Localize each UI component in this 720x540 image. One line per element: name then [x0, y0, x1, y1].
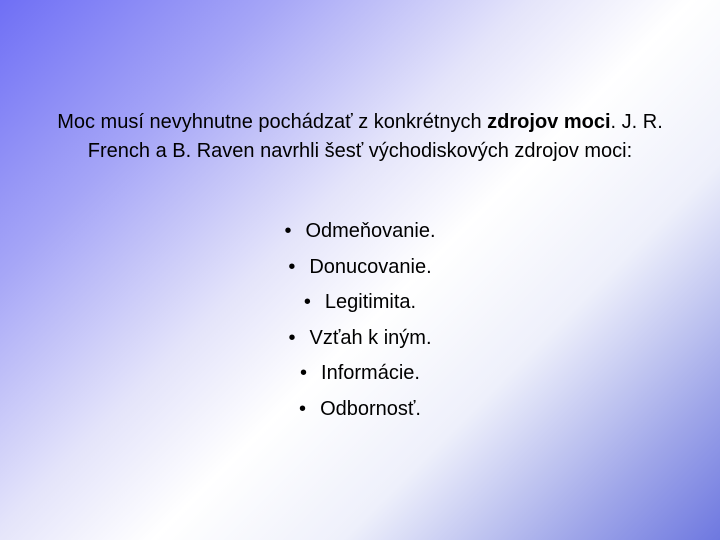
list-item-label: Donucovanie.	[309, 255, 432, 278]
intro-bold-moci: moci	[563, 111, 611, 133]
intro-text-1: Moc musí nevyhnutne pochádzať z konkrétnych	[57, 111, 488, 133]
list-item	[160, 250, 560, 286]
bullet-icon: •	[303, 291, 311, 313]
intro-text-3: . J. R. French a B. Raven navrhli šesť východiskových zdrojov moci:	[87, 111, 663, 162]
intro-paragraph	[40, 108, 680, 166]
list-item	[160, 214, 560, 250]
bullet-icon: •	[299, 397, 307, 420]
intro-bold-zdrojov: zdrojov	[487, 111, 559, 133]
bullet-icon: •	[288, 255, 296, 278]
bullet-icon: •	[300, 362, 308, 384]
bullet-icon: •	[284, 220, 292, 242]
bullet-icon: •	[288, 326, 296, 349]
list-item-label: Odbornosť.	[320, 397, 421, 420]
list-item	[160, 321, 560, 357]
list-item	[160, 285, 560, 321]
power-sources-list	[160, 214, 560, 427]
list-item-label: Informácie.	[321, 362, 420, 384]
list-item	[160, 356, 560, 392]
list-item-label: Legitimita.	[324, 291, 417, 313]
list-item-label: Odmeňovanie.	[305, 220, 436, 242]
list-item-label: Vzťah k iným.	[309, 326, 432, 349]
list-item	[160, 392, 560, 428]
